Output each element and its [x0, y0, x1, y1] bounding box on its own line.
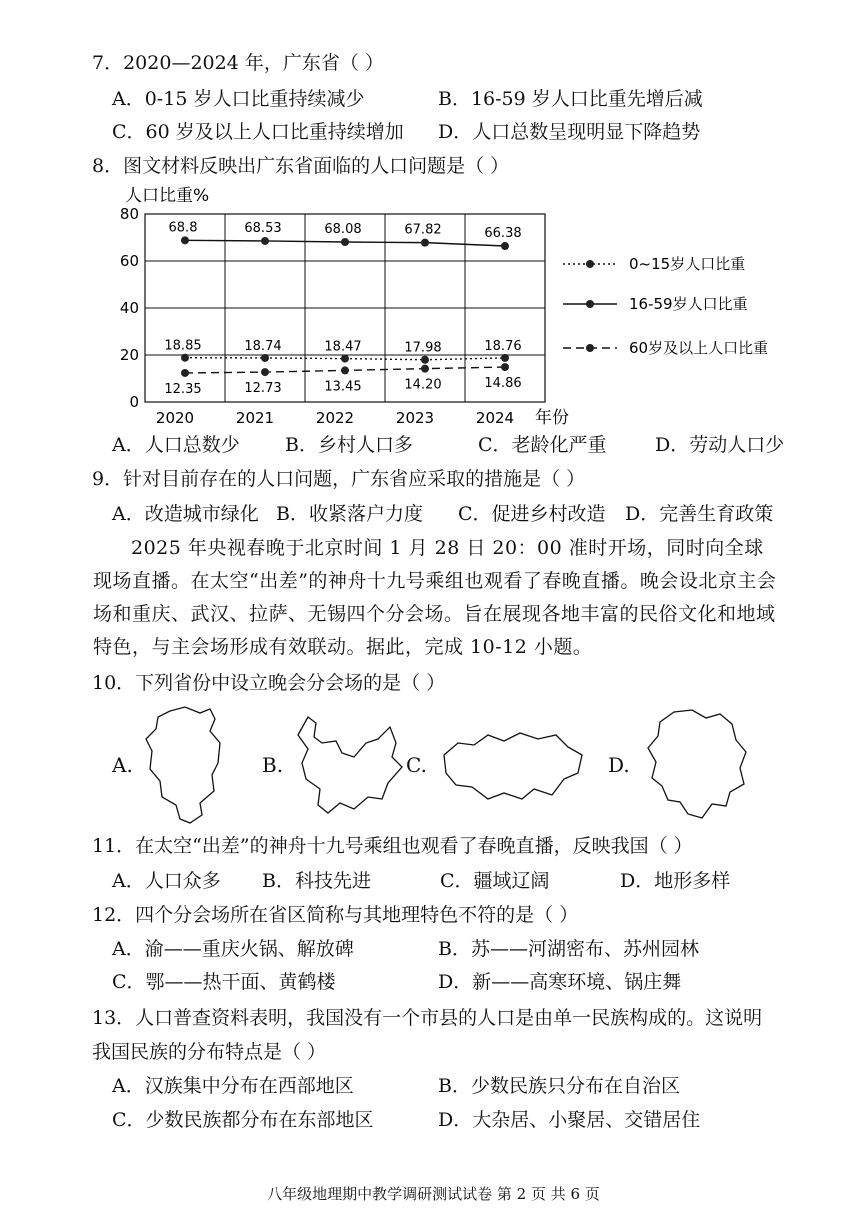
q13-option-b: B．少数民族只分布在自治区: [438, 1075, 680, 1097]
q13-stem-line1: 13．人口普查资料表明，我国没有一个市县的人口是由单一民族构成的。这说明: [92, 1007, 763, 1029]
q7-option-b: B．16-59 岁人口比重先增后减: [438, 88, 703, 110]
province-outline-a-map: [140, 703, 230, 828]
q7-stem: 7．2020—2024 年，广东省（ ）: [92, 52, 384, 74]
q12-option-b: B．苏——河湖密布、苏州园林: [438, 938, 699, 960]
q11-option-b: B．科技先进: [262, 870, 371, 892]
reading-passage: 2025 年央视春晚于北京时间 1 月 28 日 20：00 准时开场，同时向全球现场直播。在太空“出差”的神舟十九号乘组也观看了春晚直播。晚会设北京主会场和重庆、武汉、拉萨、无锡四个分会场。旨在展现各地丰富的民俗文化和地域特色，与主会场形成有效联动。据此，完成 10-12 小题。: [93, 537, 777, 658]
data-point: [261, 368, 269, 376]
q10-option-b-label: B.: [262, 753, 284, 777]
data-label: 17.98: [404, 340, 442, 356]
data-label: 13.45: [324, 379, 362, 395]
q7-option-a: A．0-15 岁人口比重持续减少: [112, 88, 365, 110]
q12-stem: 12．四个分会场所在省区简称与其地理特色不符的是（ ）: [92, 904, 579, 926]
data-point: [341, 238, 349, 246]
y-tick-label: 0: [129, 393, 139, 411]
data-label: 18.47: [324, 339, 362, 355]
data-point: [421, 239, 429, 247]
chart-ylabel: 人口比重%: [125, 186, 210, 206]
data-label: 68.08: [324, 222, 362, 238]
q9-option-d: D．完善生育政策: [625, 503, 774, 525]
data-point: [341, 366, 349, 374]
data-point: [261, 354, 269, 362]
data-label: 18.85: [164, 338, 202, 354]
q8-option-c: C．老龄化严重: [478, 434, 607, 456]
q13-option-a: A．汉族集中分布在西部地区: [112, 1075, 354, 1097]
q9-option-b: B．收紧落户力度: [276, 503, 423, 525]
data-label: 66.38: [484, 226, 522, 242]
province-outline-d-map: [640, 706, 752, 826]
page-footer: 八年级地理期中教学调研测试试卷 第 2 页 共 6 页: [267, 1185, 600, 1203]
q13-option-d: D．大杂居、小聚居、交错居住: [438, 1109, 701, 1131]
population-ratio-chart: [95, 180, 795, 430]
q10-stem: 10．下列省份中设立晚会分会场的是（ ）: [92, 672, 446, 694]
x-tick-label: 2023: [395, 409, 435, 427]
legend-marker: [586, 300, 594, 308]
data-label: 67.82: [404, 222, 442, 238]
x-tick-label: 2021: [235, 409, 275, 427]
legend-marker: [586, 344, 594, 352]
data-point: [501, 354, 509, 362]
legend-marker: [586, 260, 594, 268]
legend-label: 0~15岁人口比重: [629, 255, 746, 273]
y-tick-label: 20: [119, 346, 139, 364]
q11-option-c: C．疆域辽阔: [440, 870, 550, 892]
data-point: [181, 354, 189, 362]
q12-option-d: D．新——高寒环境、锅庄舞: [438, 971, 682, 993]
q8-stem: 8．图文材料反映出广东省面临的人口问题是（ ）: [92, 155, 510, 177]
data-point: [261, 237, 269, 245]
data-point: [501, 242, 509, 250]
data-point: [501, 363, 509, 371]
q12-option-a: A．渝——重庆火锅、解放碑: [112, 938, 354, 960]
q10-option-a-label: A.: [112, 753, 133, 777]
data-label: 14.86: [484, 376, 522, 392]
data-point: [341, 355, 349, 363]
chart-xlabel: 年份: [535, 408, 569, 428]
q8-option-b: B．乡村人口多: [285, 434, 413, 456]
data-point: [421, 365, 429, 373]
q8-option-a: A．人口总数少: [112, 434, 240, 456]
data-point: [421, 356, 429, 364]
data-label: 18.76: [484, 338, 522, 354]
data-label: 68.53: [244, 220, 282, 236]
data-label: 14.20: [404, 377, 442, 393]
q9-option-a: A．改造城市绿化: [112, 503, 259, 525]
q12-option-c: C．鄂——热干面、黄鹤楼: [112, 971, 336, 993]
y-tick-label: 40: [119, 299, 139, 317]
y-tick-label: 60: [119, 252, 139, 270]
data-label: 12.73: [244, 381, 282, 397]
q8-option-d: D．劳动人口少: [655, 434, 785, 456]
x-tick-label: 2022: [315, 409, 355, 427]
q7-option-c: C．60 岁及以上人口比重持续增加: [112, 121, 404, 143]
data-point: [181, 236, 189, 244]
x-tick-label: 2024: [475, 409, 515, 427]
data-label: 12.35: [164, 381, 202, 397]
q9-stem: 9．针对目前存在的人口问题，广东省应采取的措施是（ ）: [92, 468, 586, 490]
y-tick-label: 80: [119, 205, 139, 223]
q13-stem-line2: 我国民族的分布特点是（ ）: [92, 1041, 327, 1063]
province-outline-b-map: [288, 713, 408, 818]
legend-label: 60岁及以上人口比重: [629, 339, 769, 357]
q11-stem: 11．在太空“出差”的神舟十九号乘组也观看了春晚直播，反映我国（ ）: [92, 835, 693, 857]
legend-label: 16-59岁人口比重: [629, 295, 748, 313]
data-label: 68.8: [168, 220, 198, 236]
q7-option-d: D．人口总数呈现明显下降趋势: [438, 121, 701, 143]
q11-option-a: A．人口众多: [112, 870, 221, 892]
q11-option-d: D．地形多样: [620, 870, 731, 892]
x-tick-label: 2020: [155, 409, 195, 427]
data-label: 18.74: [244, 338, 282, 354]
q10-option-d-label: D.: [608, 753, 630, 777]
q9-option-c: C．促进乡村改造: [458, 503, 606, 525]
q13-option-c: C．少数民族都分布在东部地区: [112, 1109, 374, 1131]
q10-option-c-label: C.: [406, 753, 427, 777]
data-point: [181, 369, 189, 377]
province-outline-c-map: [438, 725, 588, 807]
